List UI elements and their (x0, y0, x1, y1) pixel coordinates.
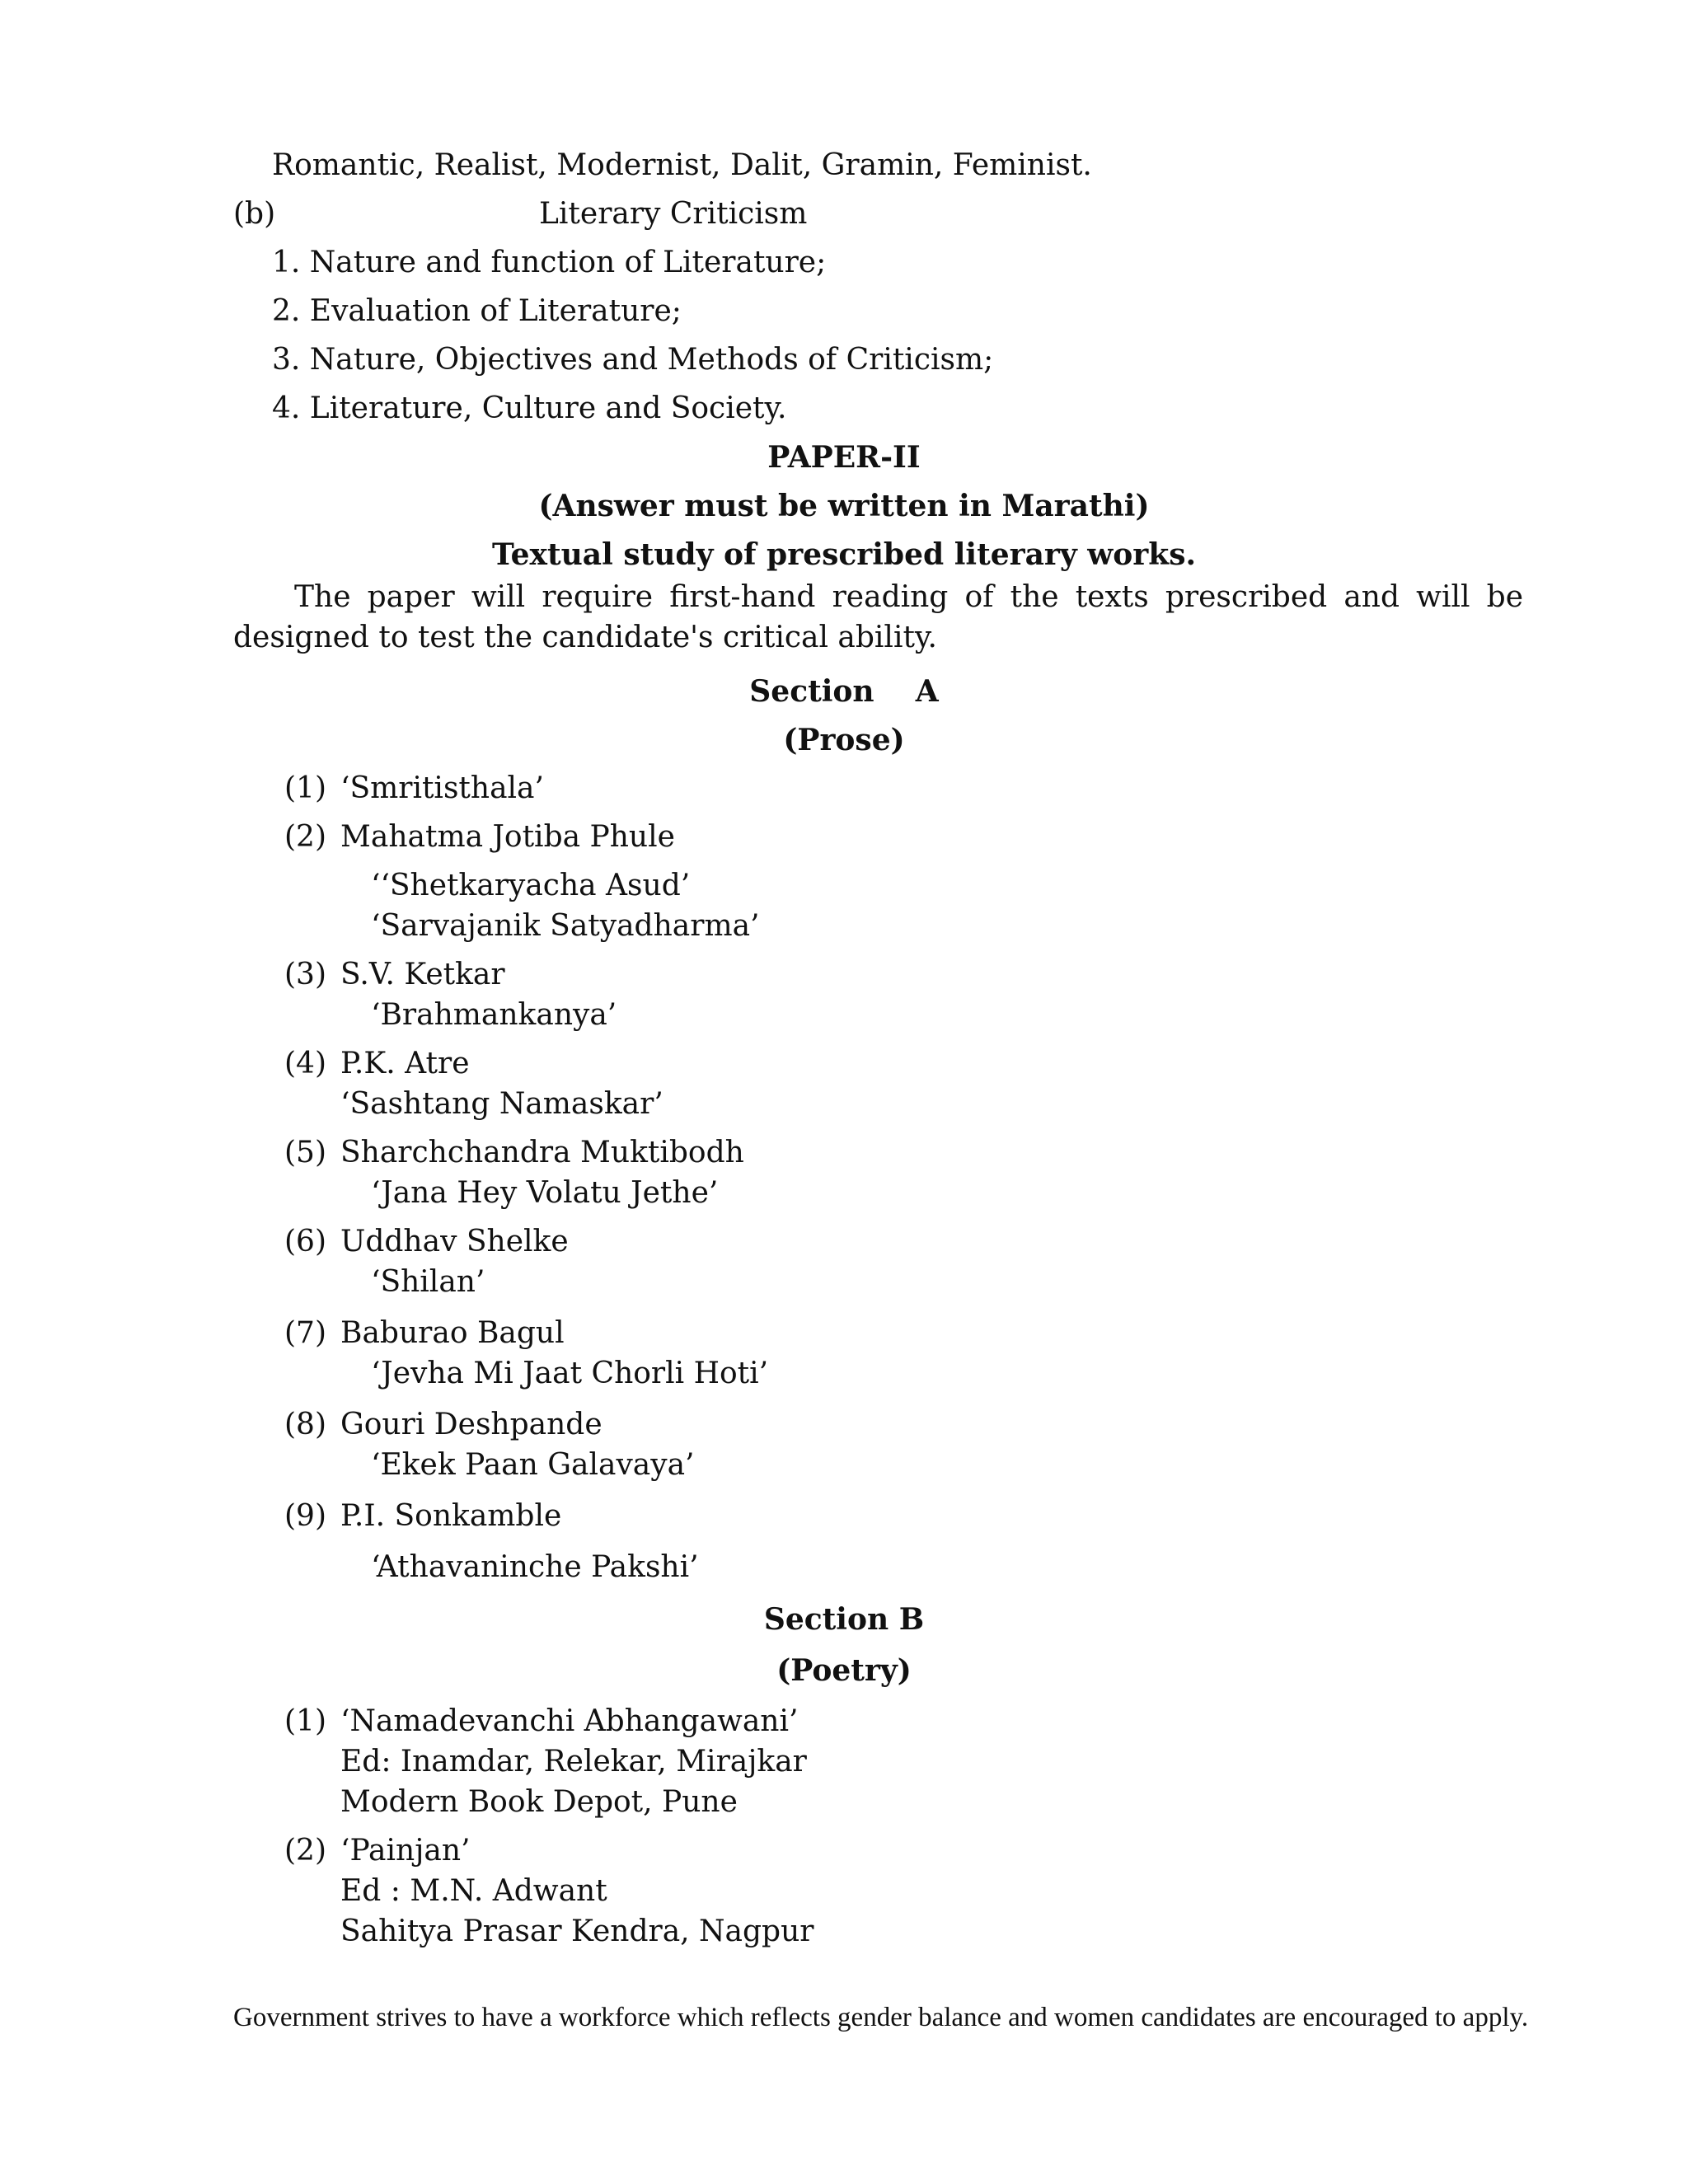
prose-title: ‘Shilan’ (371, 1265, 485, 1299)
item-number: (2) (284, 820, 326, 854)
item-number: (1) (284, 771, 326, 805)
section-b-subtitle: (Poetry) (776, 1653, 912, 1688)
intro-paragraph: The paper will require first-hand reading of the texts prescribed and will be designed to test the candidate's critical ability. (233, 580, 1523, 654)
prose-title: ‘Brahmankanya’ (371, 998, 617, 1032)
prose-title: ‘‘Shetkaryacha Asud’ (371, 869, 691, 902)
section-a-title: Section A (749, 674, 939, 709)
prose-title: ‘Jana Hey Volatu Jethe’ (371, 1176, 719, 1210)
prose-author: S.V. Ketkar (340, 958, 505, 991)
section-a-subtitle: (Prose) (783, 723, 905, 757)
criticism-item: 3. Nature, Objectives and Methods of Criticism; (272, 343, 994, 377)
part-b-label: (b) (233, 197, 276, 231)
prose-title: ‘Sashtang Namaskar’ (340, 1087, 663, 1121)
item-number: (6) (284, 1225, 326, 1258)
prose-title: ‘Sarvajanik Satyadharma’ (371, 909, 760, 943)
item-number: (7) (284, 1316, 326, 1350)
item-number: (2) (284, 1834, 326, 1868)
item-number: (4) (284, 1047, 326, 1080)
prose-title: ‘Jevha Mi Jaat Chorli Hoti’ (371, 1357, 769, 1390)
study-heading: Textual study of prescribed literary works. (491, 537, 1197, 572)
criticism-item: 1. Nature and function of Literature; (272, 246, 827, 279)
criticism-item: 2. Evaluation of Literature; (272, 294, 682, 328)
poetry-publisher: Modern Book Depot, Pune (340, 1785, 738, 1819)
prose-author: Gouri Deshpande (340, 1408, 603, 1441)
schools-line: Romantic, Realist, Modernist, Dalit, Gramin, Feminist. (272, 148, 1092, 182)
section-b-title: Section B (763, 1602, 925, 1637)
poetry-title: ‘Namadevanchi Abhangawani’ (340, 1704, 799, 1738)
prose-title: ‘Smritisthala’ (340, 771, 544, 805)
criticism-item: 4. Literature, Culture and Society. (272, 391, 787, 425)
item-number: (8) (284, 1408, 326, 1441)
poetry-title: ‘Painjan’ (340, 1834, 471, 1868)
footer-note: Government strives to have a workforce which reflects gender balance and women candidates are encouraged to apply. (233, 2003, 1529, 2032)
paper-title: PAPER-II (767, 440, 921, 475)
part-b-title: Literary Criticism (539, 197, 808, 231)
poetry-editor: Ed: Inamdar, Relekar, Mirajkar (340, 1745, 807, 1779)
item-number: (1) (284, 1704, 326, 1738)
answer-note: (Answer must be written in Marathi) (538, 489, 1150, 523)
poetry-publisher: Sahitya Prasar Kendra, Nagpur (340, 1915, 814, 1948)
prose-author: P.K. Atre (340, 1047, 470, 1080)
prose-title: ‘Athavaninche Pakshi’ (371, 1550, 699, 1584)
prose-author: Baburao Bagul (340, 1316, 565, 1350)
prose-author: Sharchchandra Muktibodh (340, 1136, 744, 1169)
item-number: (9) (284, 1499, 326, 1533)
item-number: (5) (284, 1136, 326, 1169)
item-number: (3) (284, 958, 326, 991)
prose-author: Uddhav Shelke (340, 1225, 569, 1258)
prose-title: ‘Ekek Paan Galavaya’ (371, 1448, 695, 1482)
prose-author: P.I. Sonkamble (340, 1499, 562, 1533)
prose-author: Mahatma Jotiba Phule (340, 820, 675, 854)
poetry-editor: Ed : M.N. Adwant (340, 1874, 607, 1908)
